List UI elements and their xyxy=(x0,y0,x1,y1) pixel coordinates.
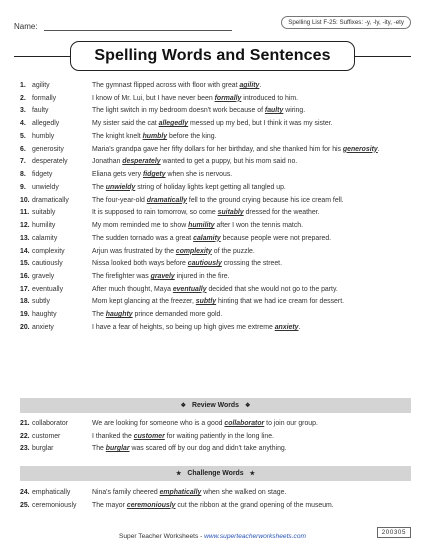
sentence-start: Eliana gets very xyxy=(92,171,143,179)
sentence-end: injured in the fire. xyxy=(174,273,230,281)
spelling-word: eventually xyxy=(32,285,64,293)
sentence-keyword: burglar xyxy=(105,445,130,453)
sentence-end: when she walked on stage. xyxy=(201,489,287,496)
sentence-keyword: formally xyxy=(214,94,242,102)
spelling-word: formally xyxy=(32,94,57,102)
sentence-keyword: unwieldy xyxy=(105,183,136,191)
sentence-end: for waiting patiently in the long line. xyxy=(164,432,274,440)
footer-text: Super Teacher Worksheets - xyxy=(118,533,205,540)
sentence-start: I thanked the xyxy=(92,432,134,440)
spelling-word: emphatically xyxy=(32,489,71,496)
word-number: 16. xyxy=(20,273,30,281)
example-sentence xyxy=(92,248,411,257)
word-row xyxy=(20,133,411,142)
word-number: 18. xyxy=(20,298,30,306)
word-number: 1. xyxy=(20,82,26,89)
word-number: 21. xyxy=(20,420,30,427)
word-row xyxy=(20,171,411,180)
sentence-end: prince demanded more gold. xyxy=(132,311,223,319)
sentence-start: We are looking for someone who is a good xyxy=(92,420,225,427)
sentence-keyword: humility xyxy=(188,222,215,230)
example-sentence xyxy=(92,209,411,218)
word-row xyxy=(20,433,411,442)
example-sentence xyxy=(92,298,411,307)
word-number: 9. xyxy=(20,183,26,191)
review-list xyxy=(20,420,411,458)
example-sentence xyxy=(92,286,411,295)
word-number: 20. xyxy=(20,323,30,331)
sentence-end: wiring. xyxy=(283,107,306,115)
sentence-keyword: agility xyxy=(239,82,260,89)
word-number: 12. xyxy=(20,222,30,230)
word-row xyxy=(20,286,411,295)
example-sentence xyxy=(92,133,411,142)
sentence-keyword: cautiously xyxy=(187,260,222,268)
sentence-start: I know of Mr. Lui, but I have never been xyxy=(92,94,215,102)
word-number: 17. xyxy=(20,285,30,293)
spelling-word: dramatically xyxy=(32,196,69,204)
word-row xyxy=(20,158,411,167)
sentence-end: crossing the street. xyxy=(221,260,282,268)
sentence-keyword: gravely xyxy=(150,273,175,281)
sentence-start: The four-year-old xyxy=(92,196,147,204)
word-row xyxy=(20,445,411,454)
diamond-ornament-icon: ❖ xyxy=(180,403,186,409)
name-label: Name: xyxy=(14,22,38,31)
example-sentence xyxy=(92,158,411,167)
example-sentence xyxy=(92,260,411,269)
sentence-keyword: allegedly xyxy=(158,120,189,128)
sentence-keyword: emphatically xyxy=(159,489,202,496)
sentence-keyword: ceremoniously xyxy=(126,501,176,509)
sentence-keyword: customer xyxy=(133,432,165,440)
title-box xyxy=(70,41,355,71)
spelling-word: complexity xyxy=(32,247,65,255)
worksheet-code: 200305 xyxy=(377,527,411,538)
spelling-word: faulty xyxy=(32,107,49,115)
spelling-word: generosity xyxy=(32,145,64,153)
word-row xyxy=(20,184,411,193)
word-row xyxy=(20,489,411,498)
word-number: 13. xyxy=(20,234,30,242)
sentence-end: of the puzzle. xyxy=(211,247,255,255)
spelling-word: humbly xyxy=(32,132,55,140)
sentence-end: was scared off by our dog and didn't take anything. xyxy=(129,445,287,453)
sentence-keyword: dramatically xyxy=(146,196,187,204)
word-row xyxy=(20,209,411,218)
sentence-end: . xyxy=(298,323,301,331)
word-number: 19. xyxy=(20,311,30,319)
sentence-end: before the king. xyxy=(167,132,217,140)
word-row xyxy=(20,82,411,91)
sentence-end: fell to the ground crying because his ice cream fell. xyxy=(186,196,344,204)
sentence-start: I have a fear of heights, so being up high gives me extreme xyxy=(92,323,275,331)
sentence-end: after I won the tennis match. xyxy=(214,222,304,230)
sentence-start: The mayor xyxy=(92,501,127,509)
word-number: 24. xyxy=(20,489,30,496)
word-row xyxy=(20,197,411,206)
example-sentence xyxy=(92,311,411,320)
sentence-keyword: suitably xyxy=(217,209,244,217)
word-number: 2. xyxy=(20,94,26,102)
page-title: Spelling Words and Sentences xyxy=(94,47,331,64)
review-words-title: Review Words xyxy=(192,402,239,409)
spelling-word: unwieldy xyxy=(32,183,59,191)
sentence-start: Nissa looked both ways before xyxy=(92,260,188,268)
name-line xyxy=(44,22,232,31)
sentence-end: string of holiday lights kept getting all tangled up. xyxy=(135,183,286,191)
sentence-start: Maria's grandpa gave her fifty dollars for her birthday, and she thanked him for his xyxy=(92,145,343,153)
sentence-end: messed up my bed, but I think it was my sister. xyxy=(188,120,333,128)
example-sentence xyxy=(92,222,411,231)
star-ornament-icon: ★ xyxy=(249,471,255,477)
list-badge: Spelling List F-25: Suffixes: -y, -ly, -ity, -ety xyxy=(281,16,411,29)
review-words-header xyxy=(20,398,411,413)
word-row xyxy=(20,222,411,231)
sentence-start: Nina's family cheered xyxy=(92,489,160,496)
word-number: 3. xyxy=(20,107,26,115)
sentence-keyword: collaborator xyxy=(224,420,265,427)
sentence-start: Mom kept glancing at the freezer, xyxy=(92,298,196,306)
example-sentence xyxy=(92,420,411,429)
sentence-keyword: anxiety xyxy=(274,323,299,331)
word-row xyxy=(20,248,411,257)
challenge-words-header xyxy=(20,466,411,481)
word-number: 5. xyxy=(20,132,26,140)
word-row xyxy=(20,324,411,333)
spelling-word: anxiety xyxy=(32,323,54,331)
spelling-word: burglar xyxy=(32,445,54,453)
sentence-end: because people were not prepared. xyxy=(220,234,332,242)
sentence-keyword: calamity xyxy=(193,234,221,242)
challenge-words-title: Challenge Words xyxy=(187,470,244,477)
sentence-start: The sudden tornado was a great xyxy=(92,234,194,242)
spelling-word: haughty xyxy=(32,311,57,319)
word-row xyxy=(20,273,411,282)
sentence-end: cut the ribbon at the grand opening of the museum. xyxy=(175,501,334,509)
sentence-start: It is supposed to rain tomorrow, so come xyxy=(92,209,218,217)
spelling-word: gravely xyxy=(32,273,55,281)
sentence-end: dressed for the weather. xyxy=(243,209,320,217)
example-sentence xyxy=(92,95,411,104)
sentence-end: . xyxy=(377,145,380,153)
sentence-keyword: haughty xyxy=(105,311,133,319)
example-sentence xyxy=(92,235,411,244)
sentence-end: wanted to get a puppy, but his mom said no. xyxy=(160,158,298,166)
spelling-word: allegedly xyxy=(32,120,60,128)
diamond-ornament-icon: ❖ xyxy=(244,403,251,409)
spelling-word: subtly xyxy=(32,298,51,306)
example-sentence xyxy=(92,502,411,511)
sentence-end: to join our group. xyxy=(264,420,318,427)
spelling-word: ceremoniously xyxy=(32,501,77,509)
sentence-keyword: faulty xyxy=(264,107,284,115)
word-row xyxy=(20,95,411,104)
sentence-keyword: subtly xyxy=(195,298,217,306)
sentence-keyword: generosity xyxy=(342,145,378,153)
spelling-word: suitably xyxy=(32,209,56,217)
sentence-keyword: desperately xyxy=(122,158,161,166)
sentence-start: After much thought, Maya xyxy=(92,285,173,293)
sentence-keyword: fidgety xyxy=(142,171,166,179)
word-row xyxy=(20,311,411,320)
spelling-word: agility xyxy=(32,82,50,89)
sentence-start: The xyxy=(92,311,106,319)
spelling-word: calamity xyxy=(32,234,58,242)
word-row xyxy=(20,420,411,429)
word-row xyxy=(20,260,411,269)
example-sentence xyxy=(92,324,411,333)
word-number: 6. xyxy=(20,145,26,153)
challenge-list xyxy=(20,489,411,514)
spelling-word: desperately xyxy=(32,158,68,166)
example-sentence xyxy=(92,184,411,193)
spelling-word: cautiously xyxy=(32,260,63,268)
sentence-start: The firefighter was xyxy=(92,273,151,281)
sentence-start: The knight knelt xyxy=(92,132,143,140)
example-sentence xyxy=(92,489,411,498)
spelling-list xyxy=(20,82,411,337)
word-number: 15. xyxy=(20,260,30,268)
sentence-keyword: humbly xyxy=(142,132,168,140)
word-number: 8. xyxy=(20,171,26,179)
example-sentence xyxy=(92,445,411,454)
word-number: 7. xyxy=(20,158,26,166)
example-sentence xyxy=(92,146,411,155)
sentence-end: introduced to him. xyxy=(241,94,299,102)
word-number: 4. xyxy=(20,120,26,128)
example-sentence xyxy=(92,120,411,129)
sentence-start: The xyxy=(92,183,106,191)
name-field-row xyxy=(14,22,232,31)
word-row xyxy=(20,235,411,244)
footer xyxy=(0,533,425,540)
word-row xyxy=(20,107,411,116)
sentence-end: when she is nervous. xyxy=(165,171,233,179)
sentence-start: The gymnast flipped across with floor with great xyxy=(92,82,240,89)
word-number: 14. xyxy=(20,247,30,255)
example-sentence xyxy=(92,197,411,206)
example-sentence xyxy=(92,171,411,180)
sentence-end: decided that she would not go to the party. xyxy=(206,285,338,293)
word-number: 11. xyxy=(20,209,30,217)
spelling-word: customer xyxy=(32,432,61,440)
word-number: 10. xyxy=(20,196,30,204)
example-sentence xyxy=(92,433,411,442)
word-row xyxy=(20,298,411,307)
example-sentence xyxy=(92,107,411,116)
spelling-word: fidgety xyxy=(32,171,53,179)
sentence-start: The xyxy=(92,445,106,453)
spelling-word: humility xyxy=(32,222,56,230)
word-number: 23. xyxy=(20,445,30,453)
sentence-keyword: eventually xyxy=(172,285,207,293)
word-row xyxy=(20,502,411,511)
word-row xyxy=(20,146,411,155)
word-row xyxy=(20,120,411,129)
sentence-end: hinting that we had ice cream for dessert. xyxy=(216,298,345,306)
sentence-start: Jonathan xyxy=(92,158,123,166)
word-number: 22. xyxy=(20,432,30,440)
sentence-keyword: complexity xyxy=(175,247,212,255)
star-ornament-icon: ★ xyxy=(176,471,182,477)
footer-link[interactable]: www.superteacherworksheets.com xyxy=(204,533,307,540)
sentence-start: My sister said the cat xyxy=(92,120,159,128)
spelling-word: collaborator xyxy=(32,420,69,427)
example-sentence xyxy=(92,273,411,282)
sentence-start: The light switch in my bedroom doesn't work because of xyxy=(92,107,265,115)
word-number: 25. xyxy=(20,501,30,509)
sentence-end: . xyxy=(259,82,262,89)
sentence-start: Arjun was frustrated by the xyxy=(92,247,176,255)
example-sentence xyxy=(92,82,411,91)
sentence-start: My mom reminded me to show xyxy=(92,222,189,230)
